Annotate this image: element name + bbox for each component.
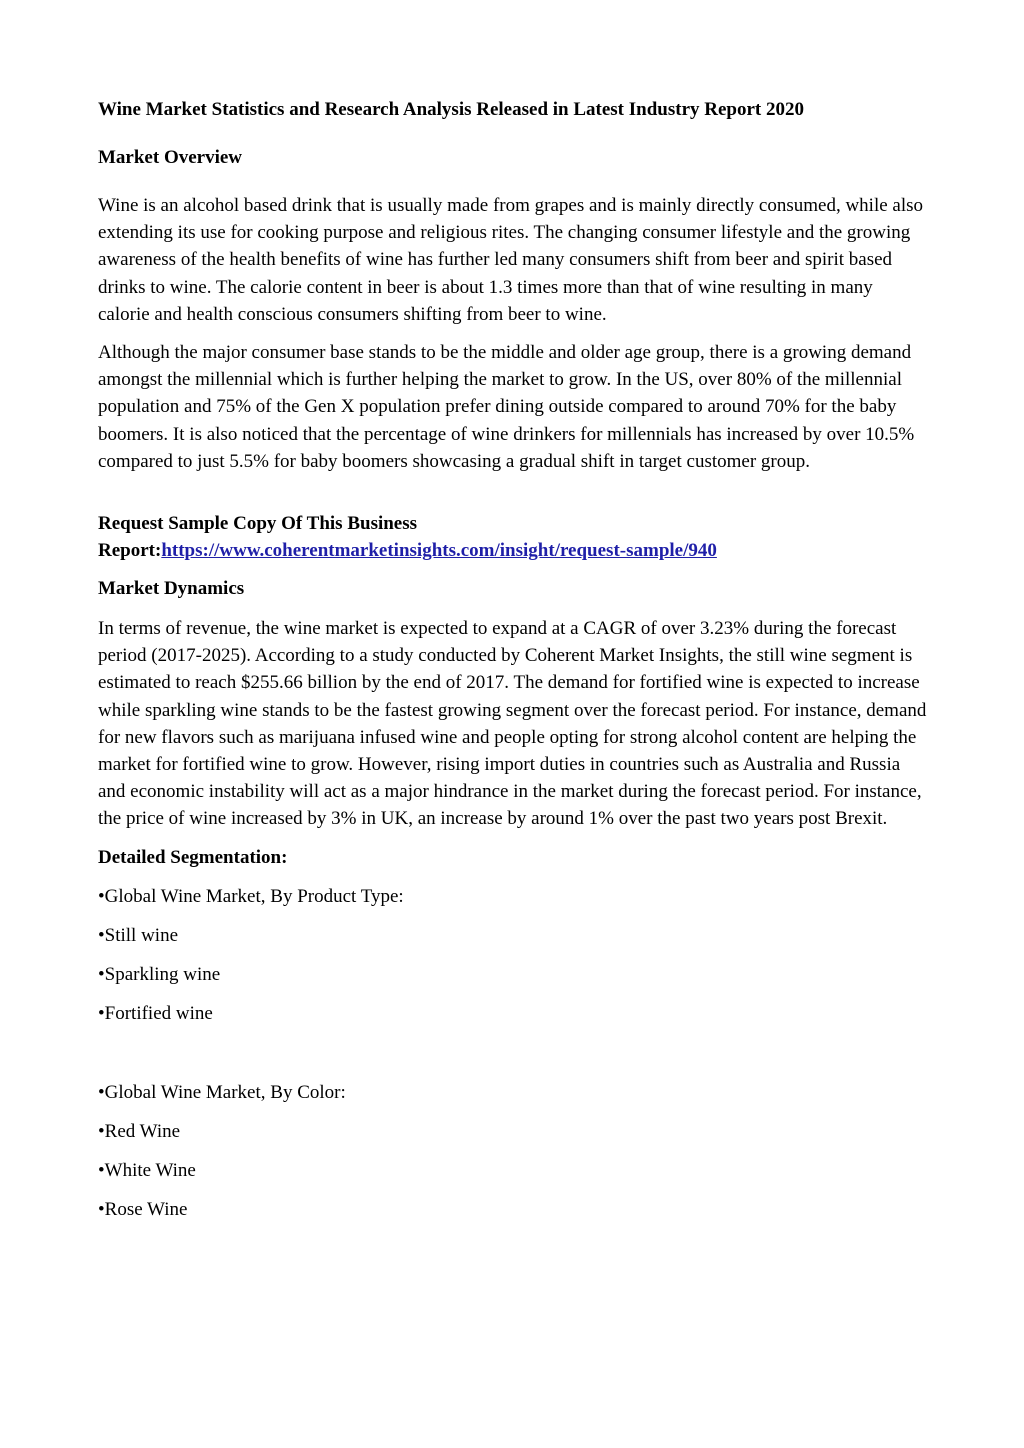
segment-fortified-wine: •Fortified wine (98, 1002, 213, 1024)
request-sample-text (98, 510, 928, 564)
segment-rose-wine: •Rose Wine (98, 1198, 188, 1220)
document-title: Wine Market Statistics and Research Analysis Released in Latest Industry Report 2020 (98, 99, 804, 120)
detailed-segmentation-heading: Detailed Segmentation: (98, 846, 288, 868)
request-sample-line1: Request Sample Copy Of This Business (98, 513, 418, 535)
segment-still-wine: •Still wine (98, 924, 179, 946)
segment-white-wine: •White Wine (98, 1159, 196, 1181)
segment-red-wine: •Red Wine (98, 1120, 181, 1142)
request-sample-link[interactable]: https://www.coherentmarketinsights.com/insight/request-sample/940 (161, 540, 717, 562)
segment-product-type-header: •Global Wine Market, By Product Type: (98, 885, 404, 907)
dynamics-paragraph: In terms of revenue, the wine market is expected to expand at a CAGR of over 3.23% during the forecast period (2017-2025). According to a study conducted by Coherent Market Insights, the still wine segment is estimated to reach $255.66 billion by the end of 2017. The demand for fortified wine is expected to increase while sparkling wine stands to be the fastest growing segment over the forecast period. For instance, demand for new flavors such as marijuana infused wine and people opting for strong alcohol content are helping the market for fortified wine to grow. However, rising import duties in countries such as Australia and Russia and economic instability will act as a major hindrance in the market during the forecast period. For instance, the price of wine increased by 3% in UK, an increase by around 1% over the past two years post Brexit. (98, 618, 927, 830)
segment-color-header: •Global Wine Market, By Color: (98, 1081, 346, 1103)
overview-paragraph-2: Although the major consumer base stands to be the middle and older age group, there is a growing demand amongst the millennial which is further helping the market to grow. In the US, over 80% of the millennial population and 75% of the Gen X population prefer dining outside compared to around 70% for the baby boomers. It is also noticed that the percentage of wine drinkers for millennials has increased by over 10.5% compared to just 5.5% for baby boomers showcasing a gradual shift in target customer group. (98, 342, 915, 472)
segment-sparkling-wine: •Sparkling wine (98, 963, 221, 985)
overview-paragraph-1: Wine is an alcohol based drink that is usually made from grapes and is mainly directly consumed, while also extending its use for cooking purpose and religious rites. The changing consumer lifestyle and the growing awareness of the health benefits of wine has further led many consumers shift from beer and spirit based drinks to wine. The calorie content in beer is about 1.3 times more than that of wine resulting in many calorie and health conscious consumers shifting from beer to wine. (98, 195, 924, 325)
market-overview-heading: Market Overview (98, 147, 243, 168)
market-dynamics-heading: Market Dynamics (98, 578, 245, 600)
request-sample-label: Report: (98, 540, 162, 562)
document-page (98, 96, 928, 1223)
